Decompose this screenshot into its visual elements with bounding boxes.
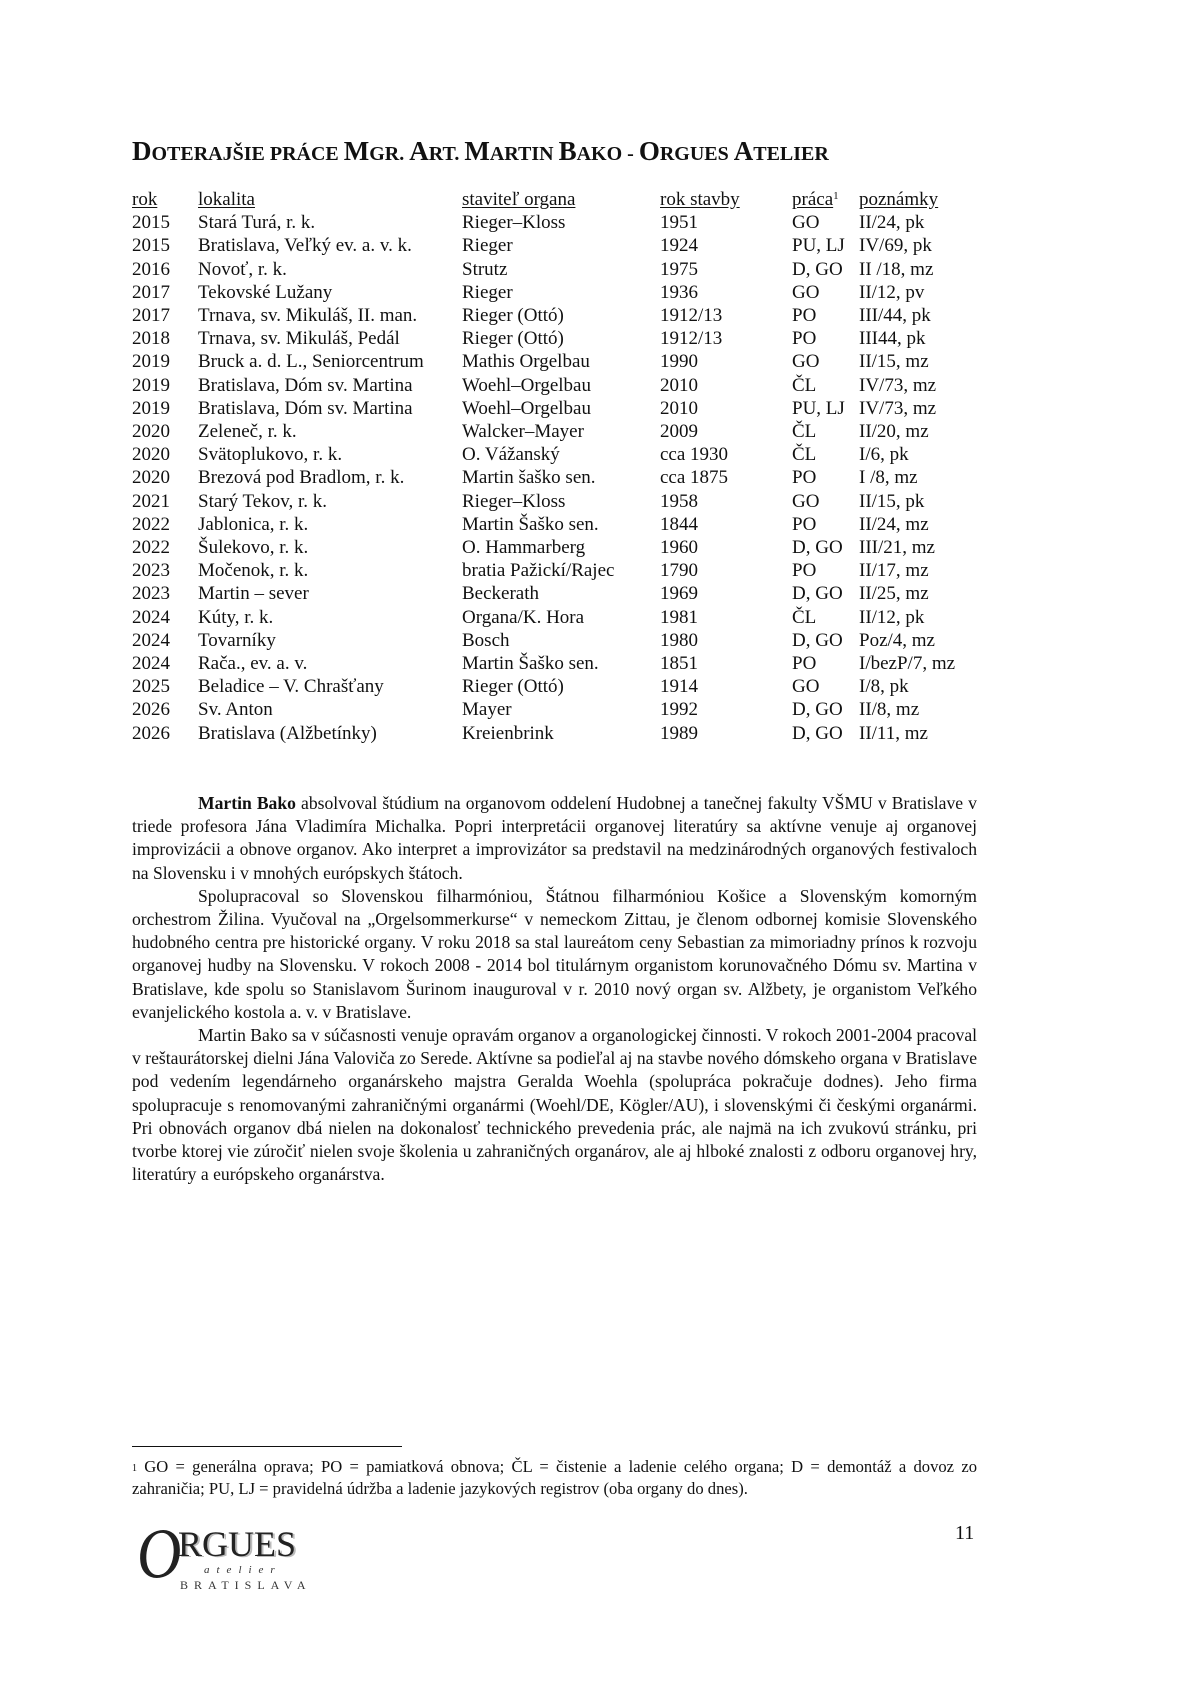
table-row (132, 304, 999, 327)
logo-initial: O (131, 1512, 187, 1597)
orgues-atelier-logo (131, 1512, 334, 1600)
table-row (132, 258, 999, 281)
table-row (132, 443, 999, 466)
cell-poznamky: II/17, mz (859, 560, 929, 582)
header-praca (792, 188, 859, 211)
table-header-row (132, 188, 999, 211)
header-rok (132, 188, 198, 211)
table-row (132, 652, 999, 675)
table-row (132, 374, 999, 397)
cell-praca: D, GO (792, 699, 843, 721)
cell-poznamky: II/20, mz (859, 421, 929, 443)
cell-rok-stavby: 1981 (660, 606, 698, 628)
title-cap: D (132, 136, 152, 166)
cell-poznamky: II/8, mz (859, 699, 920, 721)
cell-lokalita: Močenok, r. k. (198, 560, 309, 582)
biography (132, 792, 977, 1186)
cell-rok-stavby: cca 1875 (660, 467, 729, 489)
cell-stavitel: Rieger (462, 281, 513, 303)
table-row (132, 211, 999, 234)
cell-rok: 2020 (132, 421, 170, 443)
cell-poznamky: II/15, mz (859, 351, 929, 373)
cell-rok: 2017 (132, 305, 170, 327)
table-row (132, 722, 999, 745)
cell-rok: 2023 (132, 583, 170, 605)
cell-rok-stavby: 1990 (660, 351, 698, 373)
header-rok-stavby (660, 188, 792, 211)
table-row (132, 559, 999, 582)
cell-stavitel: Beckerath (462, 583, 540, 605)
cell-rok: 2024 (132, 606, 170, 628)
bio-paragraph-3: Martin Bako sa v súčasnosti venuje opravám organov a organologickej činnosti. V rokoch 2001-2004 pracoval v reštaurátorskej dielni Jána Valoviča zo Serede. Aktívne sa podieľal aj na stavbe nového dómskeho organa v Bratislave pod vedením legendárneho organárskeho majstra Geralda Woehla (spolupráca pokračuje dodnes). Jeho firma spolupracuje s renomovanými zahraničnými organármi (Woehl/DE, Kögler/AU), i slovenskými či českými organármi. Pri obnovách organov dbá nielen na dokonalosť technického prevedenia prác, ale najmä na ich zvukovú stránku, pri tvorbe ktorej vie zúročiť nielen svoje školenia u zahraničných organárov, ale aj hlboké znalosti z odboru organovej hry, literatúry a európskeho organárstva. (132, 1025, 978, 1185)
header-label: staviteľ organa (462, 189, 576, 210)
cell-praca: PO (792, 467, 817, 489)
table-body (132, 211, 999, 745)
cell-rok-stavby: 2009 (660, 421, 698, 443)
cell-rok: 2019 (132, 397, 170, 419)
bio-paragraph-2: Spolupracoval so Slovenskou filharmóniou, Štátnou filharmóniou Košice a Slovenským komorným orchestrom Žilina. Vyučoval na „Orgelsommerkurse“ v nemeckom Zittau, je členom odbornej komisie Slovenského hudobného centra pre historické organy. V roku 2018 sa stal laureátom ceny Sebastian za mimoriadny prínos k rozvoju organovej hudby na Slovensku. V rokoch 2008 - 2014 bol titulárnym organistom korunovačného Dómu sv. Martina v Bratislave, kde spolu so Stanislavom Šurinom inauguroval v r. 2010 nový organ sv. Alžbety, je organistom Veľkého evanjelického kostola a. v. v Bratislave. (132, 885, 977, 1022)
cell-praca: PO (792, 653, 817, 675)
cell-lokalita: Šulekovo, r. k. (198, 537, 309, 559)
cell-lokalita: Svätoplukovo, r. k. (198, 444, 343, 466)
cell-poznamky: II/12, pk (859, 606, 925, 628)
cell-rok: 2015 (132, 212, 170, 234)
cell-lokalita: Starý Tekov, r. k. (198, 490, 328, 512)
cell-lokalita: Rača., ev. a. v. (198, 653, 308, 675)
cell-poznamky: II /18, mz (859, 258, 934, 280)
cell-rok-stavby: cca 1930 (660, 444, 729, 466)
cell-praca: PO (792, 560, 817, 582)
cell-lokalita: Tekovské Lužany (198, 281, 333, 303)
cell-praca: ČL (792, 444, 817, 466)
cell-poznamky: IV/73, mz (859, 374, 937, 396)
cell-poznamky: IV/69, pk (859, 235, 932, 257)
logo-sub: atelier (204, 1564, 282, 1576)
cell-rok-stavby: 1912/13 (660, 305, 723, 327)
table-row (132, 350, 999, 373)
cell-stavitel: Strutz (462, 258, 508, 280)
cell-stavitel: Mayer (462, 699, 512, 721)
footnote-ref[interactable]: 1 (833, 190, 839, 202)
cell-rok: 2022 (132, 513, 170, 535)
cell-rok-stavby: 1958 (660, 490, 698, 512)
cell-rok-stavby: 1969 (660, 583, 698, 605)
table-row (132, 536, 999, 559)
cell-rok: 2026 (132, 722, 170, 744)
header-poznamky (859, 188, 999, 211)
cell-poznamky: II/12, pv (859, 281, 925, 303)
cell-rok-stavby: 1975 (660, 258, 698, 280)
cell-rok-stavby: 1936 (660, 281, 698, 303)
cell-rok: 2019 (132, 374, 170, 396)
table-row (132, 606, 999, 629)
cell-rok: 2016 (132, 258, 170, 280)
cell-poznamky: II/24, pk (859, 212, 925, 234)
header-label: poznámky (859, 189, 939, 210)
logo-name: RGUES (178, 1524, 297, 1564)
cell-lokalita: Bratislava, Veľký ev. a. v. k. (198, 235, 412, 257)
bio-text: absolvoval štúdium na organovom oddelení Hudobnej a tanečnej fakulty VŠMU v Bratislave v triede profesora Jána Vladimíra Michalka. Popri interpretácii organovej literatúry sa aktívne venuje aj organovej improvizácii a obnove organov. Ako interpret a improvizátor sa predstavil na medzinárodných organových festivaloch na Slovensku i v mnohých európskych štátoch. (132, 793, 977, 883)
cell-praca: ČL (792, 374, 817, 396)
cell-stavitel: Kreienbrink (462, 722, 554, 744)
cell-lokalita: Bruck a. d. L., Seniorcentrum (198, 351, 424, 373)
title-cap: M (343, 136, 370, 166)
cell-poznamky: I/6, pk (859, 444, 909, 466)
table-row (132, 281, 999, 304)
cell-rok: 2020 (132, 467, 170, 489)
cell-rok: 2017 (132, 281, 170, 303)
cell-rok: 2015 (132, 235, 170, 257)
cell-poznamky: I /8, mz (859, 467, 918, 489)
cell-poznamky: II/15, pk (859, 490, 925, 512)
table-row (132, 490, 999, 513)
cell-lokalita: Zeleneč, r. k. (198, 421, 297, 443)
cell-stavitel: Rieger (462, 235, 513, 257)
cell-lokalita: Bratislava (Alžbetínky) (198, 722, 377, 744)
cell-rok: 2018 (132, 328, 170, 350)
cell-lokalita: Jablonica, r. k. (198, 513, 309, 535)
cell-lokalita: Novoť, r. k. (198, 258, 287, 280)
header-label: rok stavby (660, 189, 740, 210)
cell-stavitel: Bosch (462, 629, 510, 651)
cell-praca: D, GO (792, 258, 843, 280)
header-label: práca (792, 189, 834, 210)
cell-stavitel: O. Vážanský (462, 444, 560, 466)
cell-stavitel: Martin Šaško sen. (462, 653, 599, 675)
cell-stavitel: Woehl–Orgelbau (462, 374, 591, 396)
cell-poznamky: III/44, pk (859, 305, 931, 327)
cell-stavitel: Rieger–Kloss (462, 490, 566, 512)
cell-poznamky: Poz/4, mz (859, 629, 935, 651)
cell-lokalita: Beladice – V. Chrašťany (198, 676, 384, 698)
cell-praca: PO (792, 305, 817, 327)
table-row (132, 397, 999, 420)
works-table (132, 188, 999, 745)
title-sc: GR. (369, 143, 410, 165)
cell-rok-stavby: 1992 (660, 699, 698, 721)
cell-rok: 2020 (132, 444, 170, 466)
cell-lokalita: Stará Turá, r. k. (198, 212, 316, 234)
cell-lokalita: Martin – sever (198, 583, 309, 605)
footnote-divider (132, 1446, 402, 1447)
cell-praca: ČL (792, 421, 817, 443)
title-cap: M (464, 136, 490, 166)
cell-lokalita: Sv. Anton (198, 699, 273, 721)
cell-rok-stavby: 1914 (660, 676, 698, 698)
cell-rok-stavby: 1912/13 (660, 328, 723, 350)
title-cap: A (409, 136, 429, 166)
cell-praca: GO (792, 351, 820, 373)
footnote-marker: 1 (132, 1463, 137, 1474)
cell-praca: D, GO (792, 537, 843, 559)
bio-paragraph-1 (132, 792, 977, 885)
title-sc: AKO - (576, 143, 639, 165)
cell-stavitel: Rieger (Ottó) (462, 328, 564, 350)
cell-poznamky: II/24, mz (859, 513, 929, 535)
cell-rok-stavby: 1924 (660, 235, 698, 257)
title-cap: A (733, 136, 754, 166)
cell-poznamky: IV/73, mz (859, 397, 937, 419)
bio-name: Martin Bako (198, 793, 296, 813)
cell-rok-stavby: 1844 (660, 513, 698, 535)
cell-lokalita: Tovarníky (198, 629, 276, 651)
cell-rok: 2022 (132, 537, 170, 559)
cell-praca: GO (792, 212, 820, 234)
cell-rok-stavby: 2010 (660, 397, 698, 419)
cell-rok: 2023 (132, 560, 170, 582)
cell-lokalita: Bratislava, Dóm sv. Martina (198, 374, 413, 396)
cell-praca: GO (792, 490, 820, 512)
footnote (132, 1456, 977, 1499)
title-sc: TELIER (753, 143, 829, 165)
logo-city: BRATISLAVA (180, 1578, 312, 1592)
cell-lokalita: Brezová pod Bradlom, r. k. (198, 467, 405, 489)
table-row (132, 629, 999, 652)
cell-rok-stavby: 2010 (660, 374, 698, 396)
cell-praca: ČL (792, 606, 817, 628)
cell-praca: PO (792, 328, 817, 350)
cell-poznamky: III/21, mz (859, 537, 935, 559)
cell-rok-stavby: 1951 (660, 212, 698, 234)
cell-lokalita: Trnava, sv. Mikuláš, Pedál (198, 328, 400, 350)
cell-rok-stavby: 1960 (660, 537, 698, 559)
cell-praca: D, GO (792, 583, 843, 605)
cell-praca: PO (792, 513, 817, 535)
table-row (132, 466, 999, 489)
page-title (132, 136, 1032, 167)
cell-stavitel: Rieger–Kloss (462, 212, 566, 234)
cell-poznamky: III44, pk (859, 328, 926, 350)
cell-rok: 2024 (132, 629, 170, 651)
table-row (132, 420, 999, 443)
cell-poznamky: I/8, pk (859, 676, 909, 698)
cell-praca: PU, LJ (792, 235, 845, 257)
title-sc: ARTIN (489, 143, 559, 165)
cell-lokalita: Kúty, r. k. (198, 606, 274, 628)
table-row (132, 675, 999, 698)
cell-stavitel: Martin Šaško sen. (462, 513, 599, 535)
cell-praca: GO (792, 676, 820, 698)
header-lokalita (198, 188, 462, 211)
cell-stavitel: Martin šaško sen. (462, 467, 596, 489)
title-sc: RGUES (659, 143, 734, 165)
cell-stavitel: Organa/K. Hora (462, 606, 585, 628)
cell-stavitel: O. Hammarberg (462, 537, 586, 559)
table-row (132, 582, 999, 605)
cell-praca: PU, LJ (792, 397, 845, 419)
header-stavitel (462, 188, 660, 211)
cell-stavitel: Rieger (Ottó) (462, 305, 564, 327)
cell-stavitel: Woehl–Orgelbau (462, 397, 591, 419)
cell-rok-stavby: 1851 (660, 653, 698, 675)
cell-rok-stavby: 1790 (660, 560, 698, 582)
cell-stavitel: Mathis Orgelbau (462, 351, 590, 373)
cell-stavitel: bratia Pažickí/Rajec (462, 560, 615, 582)
page-number: 11 (955, 1522, 975, 1544)
cell-poznamky: I/bezP/7, mz (859, 653, 956, 675)
header-label: rok (132, 189, 158, 210)
cell-poznamky: II/11, mz (859, 722, 928, 744)
cell-poznamky: II/25, mz (859, 583, 929, 605)
table-row (132, 327, 999, 350)
cell-lokalita: Bratislava, Dóm sv. Martina (198, 397, 413, 419)
cell-rok: 2019 (132, 351, 170, 373)
footnote-text: GO = generálna oprava; PO = pamiatková obnova; ČL = čistenie a ladenie celého organa; D = demontáž a dovoz zo zahraničia; PU, LJ = pravidelná údržba a ladenie jazykových registrov (oba organy do dnes). (132, 1457, 977, 1498)
cell-praca: D, GO (792, 722, 843, 744)
table-row (132, 513, 999, 536)
cell-rok: 2024 (132, 653, 170, 675)
cell-rok: 2021 (132, 490, 170, 512)
cell-rok: 2026 (132, 699, 170, 721)
cell-praca: GO (792, 281, 820, 303)
cell-stavitel: Walcker–Mayer (462, 421, 584, 443)
cell-rok-stavby: 1980 (660, 629, 698, 651)
title-sc: RT. (428, 143, 465, 165)
table-row (132, 234, 999, 257)
cell-rok: 2025 (132, 676, 170, 698)
title-sc: OTERAJŠIE PRÁCE (151, 143, 344, 165)
cell-rok-stavby: 1989 (660, 722, 698, 744)
header-label: lokalita (198, 189, 255, 210)
cell-praca: D, GO (792, 629, 843, 651)
table-row (132, 698, 999, 721)
title-cap: B (558, 136, 577, 166)
title-cap: O (638, 136, 660, 166)
cell-lokalita: Trnava, sv. Mikuláš, II. man. (198, 305, 418, 327)
cell-stavitel: Rieger (Ottó) (462, 676, 564, 698)
